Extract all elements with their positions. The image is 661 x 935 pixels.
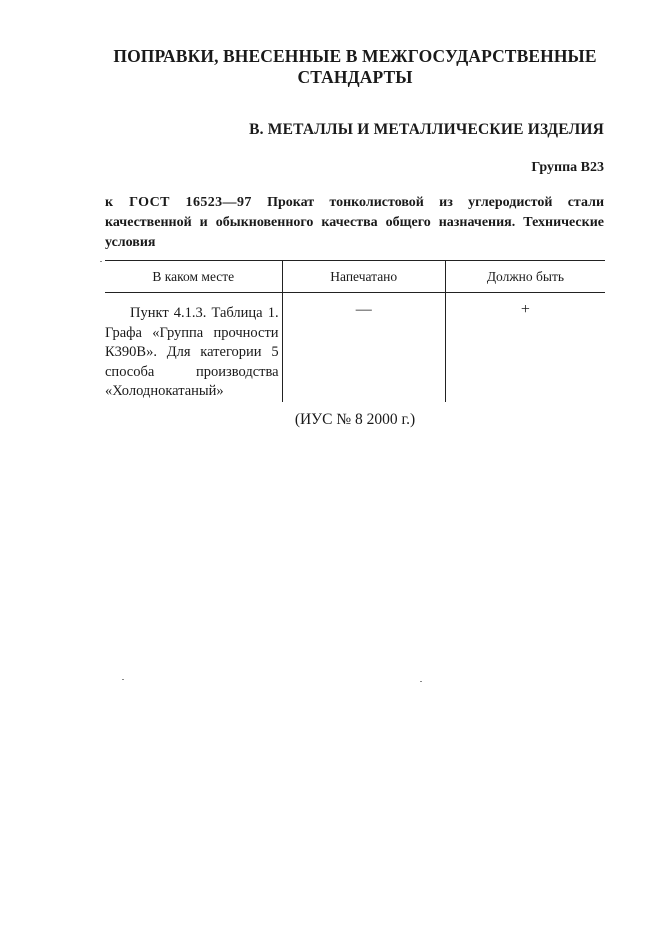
issue-reference: (ИУС № 8 2000 г.) [294, 411, 416, 428]
standard-description: Прокат тонколистовой из углеродистой стали качественной и обыкновенного качества общего назначения. Технические условия [105, 195, 605, 250]
cell-should-be [445, 293, 605, 402]
column-header-place: В каком месте [105, 261, 282, 293]
printed-value: — [355, 301, 372, 318]
should-be-value: + [520, 301, 530, 318]
scan-speck [420, 681, 422, 682]
group-label: Группа В23 [531, 160, 604, 175]
scan-speck [122, 679, 124, 680]
column-header-should-be: Должно быть [445, 261, 605, 293]
page-title-line-2: СТАНДАРТЫ [297, 67, 413, 87]
standard-number: к ГОСТ 16523—97 [105, 195, 252, 210]
page-title [60, 46, 650, 88]
column-header-printed: Напечатано [282, 261, 445, 293]
table-header-row [105, 261, 605, 293]
place-text: Пункт 4.1.3. Таблица 1. Графа «Группа прочности К390В». Для категории 5 способа производства «Холоднокатаный» [105, 305, 279, 399]
cell-place [105, 293, 282, 402]
document-reference [105, 193, 604, 253]
page-title-line-1: ПОПРАВКИ, ВНЕСЕННЫЕ В МЕЖГОСУДАРСТВЕННЫЕ [113, 46, 597, 66]
table-row [105, 293, 605, 402]
corrections-table [105, 260, 605, 402]
cell-printed [282, 293, 445, 402]
section-title: В. МЕТАЛЛЫ И МЕТАЛЛИЧЕСКИЕ ИЗДЕЛИЯ [249, 121, 604, 138]
scan-speck [100, 261, 102, 262]
